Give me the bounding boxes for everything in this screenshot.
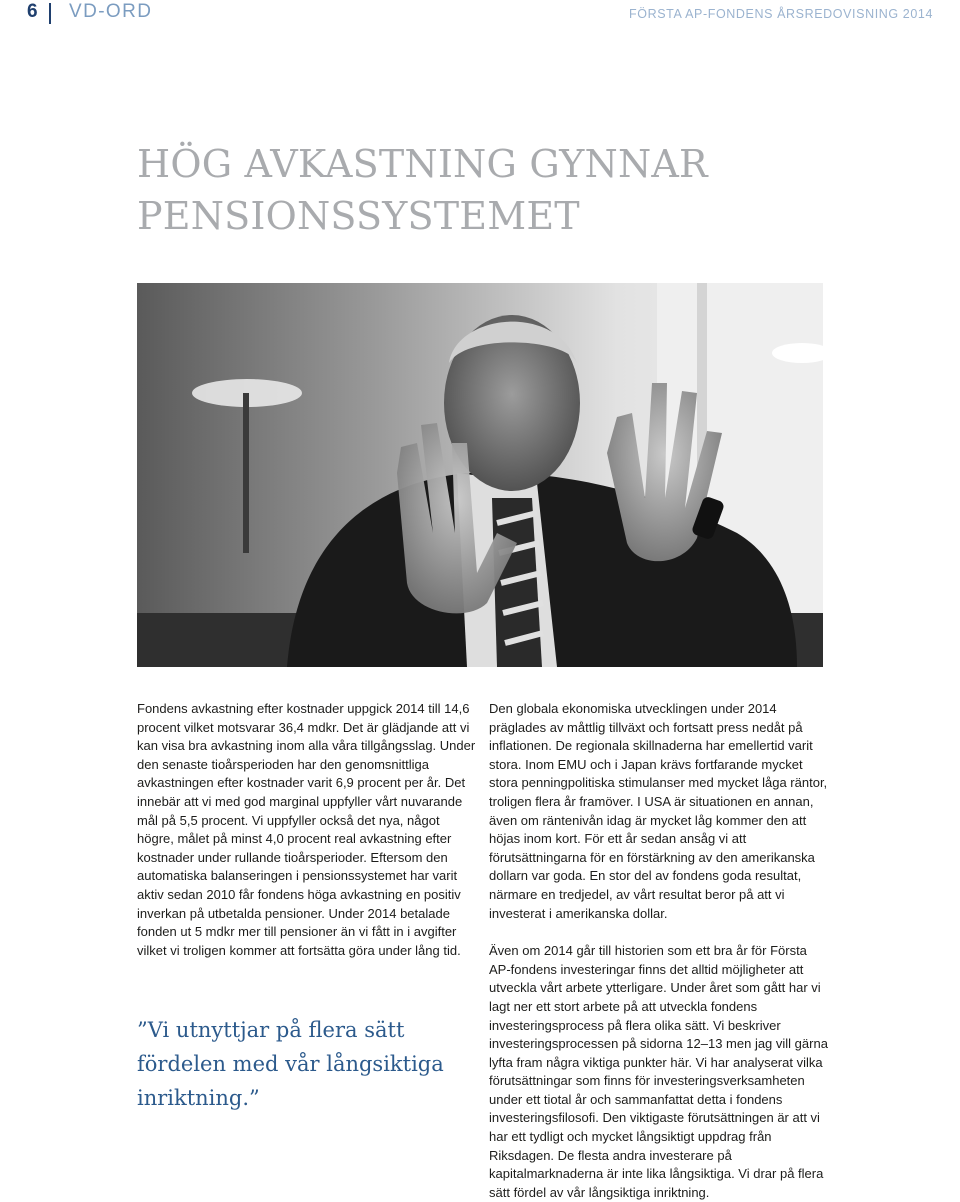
page-headline: [137, 138, 837, 242]
body-paragraph: Även om 2014 går till historien som ett bra år för Första AP-fondens investeringar finns det alltid möjligheter att utveckla vårt arbete ytterligare. Under året som gått har vi lagt ner ett stort arbete på att utveckla fondens investeringsprocess på flera olika sätt. Vi beskriver investeringsprocessen på sidorna 12–13 men jag vill gärna lyfta fram några viktiga punkter här. Vi har analyserat vilka förutsättningar som finns för investeringsverksamheten under ett tiotal år och sammanfattat detta i fondens investeringsfilosofi. Den viktigaste förutsättningen är att vi har ett tydligt och mycket långsiktigt uppdrag från Riksdagen. De flesta andra investerare på kapitalmarknaderna är inte lika långsiktiga. Vi drar på flera sätt fördel av vår långsiktiga inriktning.: [489, 943, 828, 1200]
body-paragraph: Den globala ekonomiska utvecklingen under 2014 präglades av måttlig tillväxt och fortsatt press nedåt på inflationen. De regionala skillnaderna har emellertid varit stora. Inom EMU och i Japan krävs fortfarande mycket stora penningpolitiska stimulanser med mycket låga räntor, troligen flera år framöver. I USA är situationen en annan, även om räntenivån idag är mycket låg kommer den att höjas inom kort. För ett år sedan ansåg vi att förutsättningarna för en förstärkning av den amerikanska dollarn var goda. En stor del av fondens goda resultat, närmare en tredjedel, av vårt resultat beror på att vi investerat i amerikanska dollar.: [489, 701, 828, 921]
portrait-photo: [137, 283, 823, 667]
page-header: [0, 0, 960, 30]
headline-line-1: HÖG AVKASTNING GYNNAR: [137, 142, 708, 186]
headline-line-2: PENSIONSSYSTEMET: [137, 194, 580, 238]
publication-title: FÖRSTA AP-FONDENS ÅRSREDOVISNING 2014: [629, 7, 933, 21]
page-number: 6: [27, 1, 38, 22]
right-text-column: [489, 700, 829, 1202]
body-paragraph: Fondens avkastning efter kostnader uppgick 2014 till 14,6 procent vilket motsvarar 36,4 mdkr. Det är glädjande att vi kan visa bra avkastning inom alla våra tillgångsslag. Under den senaste tioårsperioden har den genomsnittliga avkastningen efter kostnader varit 6,9 procent per år. Det innebär att vi med god marginal uppfyller vårt nuvarande mål på 5,5 procent. Vi uppfyller också det nya, något högre, målet på minst 4,0 procent real avkastning efter kostnader under rullande tioårsperioder. Eftersom den automatiska balanseringen i pensionssystemet har varit aktiv sedan 2010 får fondens höga avkastning en positiv inverkan på utbetalda pensioner. Under 2014 betalade fonden ut 5 mdkr mer till pensioner än vi fått in i avgifter vilket vi troligen kommer att fortsätta göra under lång tid.: [137, 701, 476, 958]
section-label: VD-ORD: [69, 1, 153, 22]
pull-quote: ”Vi utnyttjar på flera sätt fördelen med vår långsiktiga inriktning.”: [137, 1018, 444, 1110]
header-divider: [49, 3, 51, 24]
left-text-column: [137, 700, 477, 960]
